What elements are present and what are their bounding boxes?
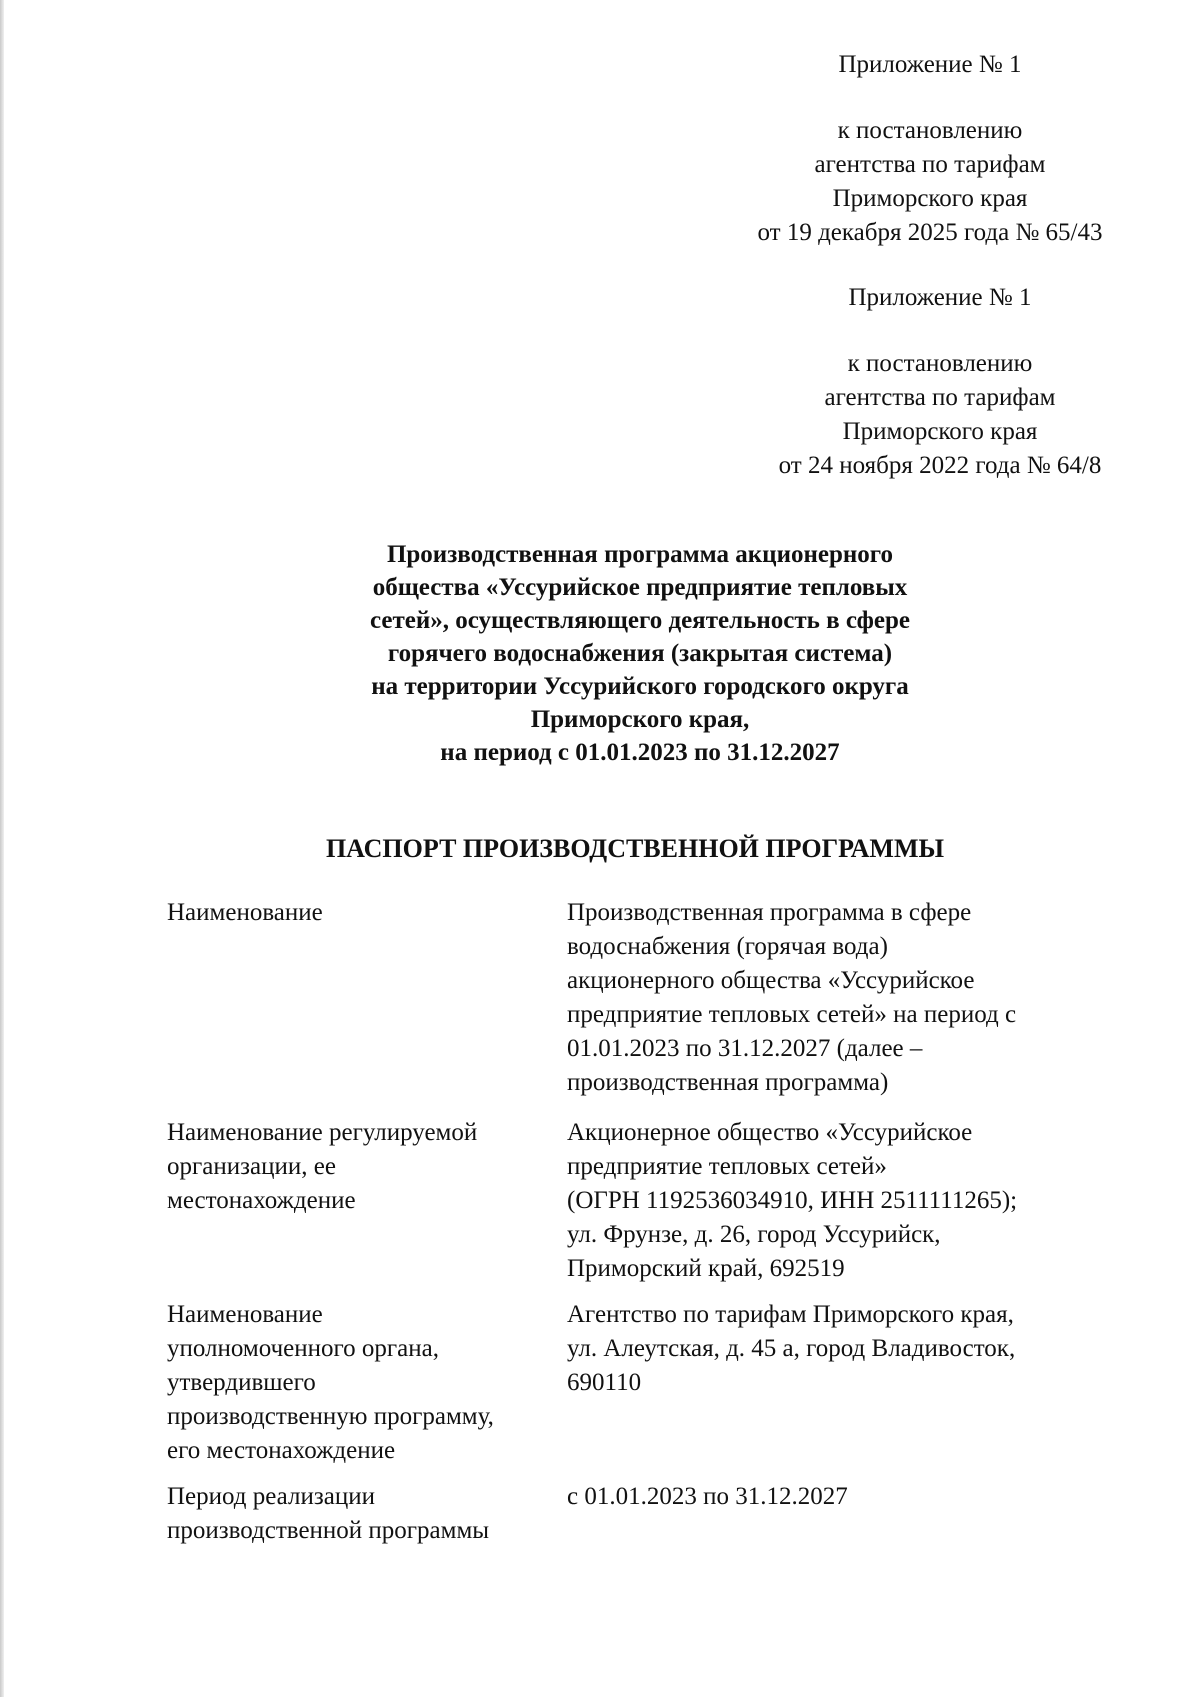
appendix-line: от 24 ноября 2022 года № 64/8 (778, 452, 1102, 479)
value-line: с 01.01.2023 по 31.12.2027 (567, 1483, 848, 1510)
passport-row-name (167, 896, 1107, 1116)
label-line: Период реализации (167, 1483, 375, 1510)
label-line: утвердившего (167, 1369, 316, 1396)
passport-value (567, 1480, 1107, 1576)
value-line: Приморский край, 692519 (567, 1255, 845, 1282)
program-title-line: Производственная программа акционерного (386, 541, 894, 568)
value-line: ул. Фрунзе, д. 26, город Уссурийск, (567, 1221, 941, 1248)
passport-row-organization (167, 1116, 1107, 1298)
value-line: Производственная программа в сфере (567, 899, 972, 926)
appendix-line: от 19 декабря 2025 года № 65/43 (757, 219, 1103, 246)
program-title-line: Приморского края, (530, 706, 750, 733)
label-line: производственной программы (167, 1517, 490, 1544)
appendix-line: к постановлению (837, 117, 1023, 144)
value-line: 690110 (567, 1369, 642, 1396)
passport-value (567, 1116, 1107, 1298)
program-title-line: горячего водоснабжения (закрытая система) (387, 640, 893, 667)
value-line: производственная программа) (567, 1069, 889, 1096)
appendix-line: Приморского края (832, 185, 1028, 212)
appendix-line: агентства по тарифам (814, 151, 1046, 178)
passport-title: ПАСПОРТ ПРОИЗВОДСТВЕННОЙ ПРОГРАММЫ (325, 834, 945, 863)
value-line: водоснабжения (горячая вода) (567, 933, 888, 960)
value-line: Акционерное общество «Уссурийское (567, 1119, 973, 1146)
appendix-line: агентства по тарифам (824, 384, 1056, 411)
label-line: местонахождение (167, 1187, 356, 1214)
appendix-heading: Приложение № 1 (848, 284, 1032, 311)
program-title-line: общества «Уссурийское предприятие тепловых (372, 574, 908, 601)
label-line: Наименование регулируемой (167, 1119, 478, 1146)
value-line: предприятие тепловых сетей» на период с (567, 1001, 1017, 1028)
value-line: акционерного общества «Уссурийское (567, 967, 975, 994)
value-line: (ОГРН 1192536034910, ИНН 2511111265); (567, 1187, 1018, 1214)
label-line: уполномоченного органа, (167, 1335, 439, 1362)
appendix-heading: Приложение № 1 (838, 51, 1022, 78)
value-line: 01.01.2023 по 31.12.2027 (далее – (567, 1035, 923, 1062)
program-title (310, 538, 970, 769)
label-line: производственную программу, (167, 1403, 494, 1430)
label-line: организации, ее (167, 1153, 336, 1180)
appendix-line: к постановлению (847, 350, 1033, 377)
appendix-line: Приморского края (842, 418, 1038, 445)
passport-label (167, 1116, 567, 1298)
passport-value (567, 896, 1107, 1116)
program-title-line: сетей», осуществляющего деятельность в сфере (370, 607, 910, 634)
passport-label (167, 1480, 567, 1576)
value-line: Агентство по тарифам Приморского края, (567, 1301, 1014, 1328)
label-line: его местонахождение (167, 1437, 396, 1464)
program-title-line: на территории Уссурийского городского округа (371, 673, 909, 700)
appendix-original (745, 281, 1135, 483)
appendix-current (735, 48, 1125, 250)
passport-table (167, 896, 1107, 1576)
value-line: ул. Алеутская, д. 45 а, город Владивосток, (567, 1335, 1016, 1362)
value-line: предприятие тепловых сетей» (567, 1153, 887, 1180)
label-line: Наименование (167, 1301, 323, 1328)
label-line: Наименование (167, 899, 323, 926)
program-title-line: на период с 01.01.2023 по 31.12.2027 (440, 739, 840, 766)
passport-row-authority (167, 1298, 1107, 1480)
passport-label (167, 1298, 567, 1480)
scan-edge (0, 0, 4, 1697)
passport-label (167, 896, 567, 1116)
passport-row-period (167, 1480, 1107, 1576)
passport-value (567, 1298, 1107, 1480)
